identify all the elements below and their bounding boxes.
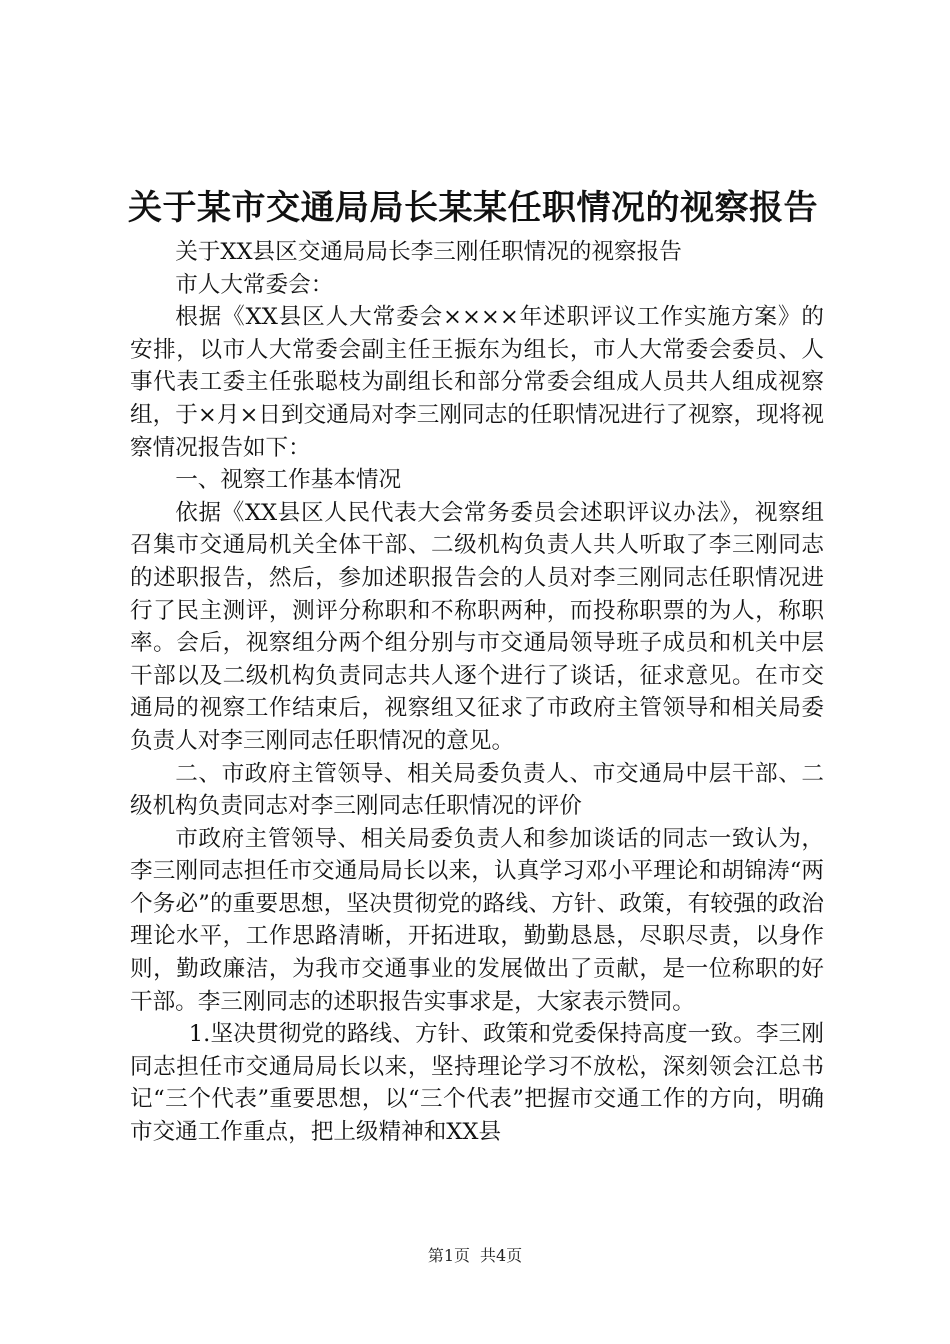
page-total: 共4页 xyxy=(480,1246,523,1265)
page-footer xyxy=(0,1246,950,1266)
subtitle-paragraph: 关于XX县区交通局局长李三刚任职情况的视察报告 xyxy=(175,239,682,265)
body-paragraph-intro: 根据《XX县区人大常委会××××年述职评议工作实施方案》的安排，以市人大常委会副主任王振东为组长，市人大常委会委员、人事代表工委主任张聪枝为副组长和部分常委会组成人员共人组成视察组，于×月×日到交通局对李三刚同志的任职情况进行了视察，现将视察情况报告如下： xyxy=(130,304,824,461)
body-paragraph-section-1: 依据《XX县区人民代表大会常务委员会述职评议办法》，视察组召集市交通局机关全体干部、二级机构负责人共人听取了李三刚同志的述职报告，然后，参加述职报告会的人员对李三刚同志任职情况进行了民主测评，测评分称职和不称职两种，而投称职票的为人，称职率。会后，视察组分两个组分别与市交通局领导班子成员和机关中层干部以及二级机构负责同志共人逐个进行了谈话，征求意见。在市交通局的视察工作结束后，视察组又征求了市政府主管领导和相关局委负责人对李三刚同志任职情况的意见。 xyxy=(130,499,824,754)
body-paragraph-item-1: 1.坚决贯彻党的路线、方针、政策和党委保持高度一致。李三刚同志担任市交通局局长以来，坚持理论学习不放松，深刻领会江总书记“三个代表”重要思想，以“三个代表”把握市交通工作的方向，明确市交通工作重点，把上级精神和XX县 xyxy=(130,1021,824,1146)
document-title: 关于某市交通局局长某某任职情况的视察报告 xyxy=(128,188,818,228)
document-body xyxy=(130,236,824,1149)
page-number: 第1页 xyxy=(427,1246,470,1265)
section-heading-1: 一、视察工作基本情况 xyxy=(175,467,402,494)
section-heading-2: 二、市政府主管领导、相关局委负责人、市交通局中层干部、二级机构负责同志对李三刚同志任职情况的评价 xyxy=(130,760,824,820)
body-paragraph-section-2: 市政府主管领导、相关局委负责人和参加谈话的同志一致认为，李三刚同志担任市交通局局长以来，认真学习邓小平理论和胡锦涛“两个务必”的重要思想，坚决贯彻党的路线、方针、政策，有较强的政治理论水平，工作思路清晰，开拓进取，勤勤恳恳，尽职尽责，以身作则，勤政廉洁，为我市交通事业的发展做出了贡献，是一位称职的好干部。李三刚同志的述职报告实事求是，大家表示赞同。 xyxy=(130,825,824,1015)
salutation: 市人大常委会： xyxy=(175,271,334,298)
